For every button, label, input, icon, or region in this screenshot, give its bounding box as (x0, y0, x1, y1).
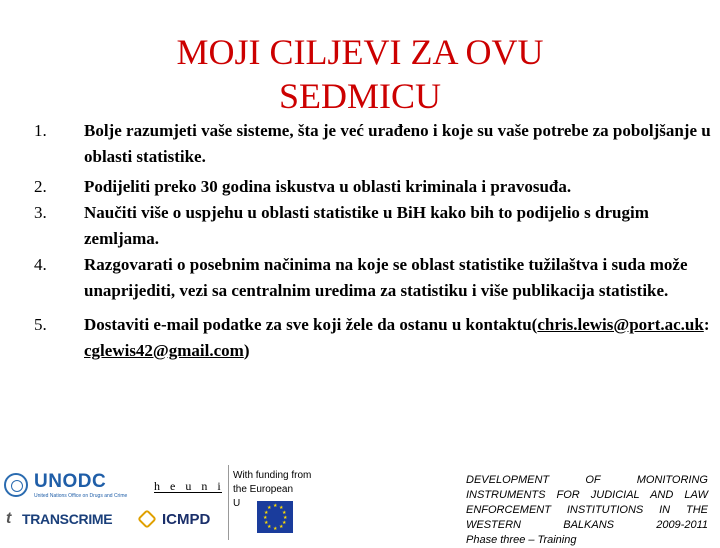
email-link-port[interactable]: chris.lewis@port.ac.uk (537, 315, 704, 334)
goal-number: 2. (34, 177, 47, 196)
funding-line-1: With funding from (233, 470, 312, 481)
project-line-4: WESTERN BALKANS 2009-2011 (466, 519, 708, 531)
unodc-wordmark: UNODC (34, 471, 107, 492)
icmpd-logo (138, 509, 228, 531)
goal-number: 4. (34, 255, 47, 274)
unodc-subtitle: United Nations Office on Drugs and Crime (34, 493, 128, 499)
goal-item-4 (34, 252, 714, 304)
unodc-logo (4, 471, 144, 501)
project-line-2: INSTRUMENTS FOR JUDICIAL AND LAW (466, 489, 708, 501)
page-title (0, 30, 720, 118)
funding-line-3: U (233, 498, 241, 509)
goal-text: Naučiti više o uspjehu u oblasti statistike u BiH kako bih to podijelio s drugim zemljama. (84, 203, 649, 248)
project-line-3: ENFORCEMENT INSTITUTIONS IN THE (466, 504, 708, 516)
goal-text: Razgovarati o posebnim načinima na koje se oblast statistike tužilaštva i suda može unaprijediti, vezi sa centralnim uredima za statistiku i više publikacija statistike. (84, 255, 688, 300)
eu-flag-icon: ★ ★ ★ ★ ★ ★ ★ ★ ★ ★ ★ ★ (257, 501, 293, 533)
project-line-1: DEVELOPMENT OF MONITORING (466, 474, 708, 486)
goal-number: 3. (34, 203, 47, 222)
goal-text: Bolje razumjeti vaše sisteme, šta je već urađeno i koje su vaše potrebe za poboljšanje u oblasti statistike. (84, 121, 711, 166)
goal-text: Dostaviti e-mail podatke za sve koji žele da ostanu u kontaktu( (84, 315, 538, 334)
funding-line-2: the European (233, 484, 294, 495)
email-separator: : (703, 315, 710, 334)
goals-list (34, 118, 714, 364)
goal-text: Podijeliti preko 30 godina iskustva u oblasti kriminala i pravosuđa. (84, 177, 572, 196)
transcrime-logo (6, 509, 113, 529)
icmpd-wordmark: ICMPD (162, 511, 211, 528)
title-line-2: SEDMICU (278, 76, 442, 116)
footer-logos (0, 465, 720, 546)
goal-number: 1. (34, 121, 47, 140)
transcrime-mark-icon: t (6, 510, 12, 527)
un-globe-icon (4, 473, 28, 497)
project-phase: Phase three – Training (466, 534, 577, 546)
title-line-1: MOJI CILJEVI ZA OVU (176, 32, 544, 72)
heuni-logo: heuni (154, 479, 231, 493)
eu-funding (228, 465, 321, 540)
goal-item-3 (34, 200, 714, 252)
goal-item-2 (34, 174, 714, 200)
email-link-gmail[interactable]: cglewis42@gmail.com (84, 341, 244, 360)
goal-text-end: ) (243, 341, 250, 360)
project-description (466, 473, 708, 548)
goal-item-5 (34, 312, 714, 364)
goal-number: 5. (34, 315, 47, 334)
transcrime-wordmark: TRANSCRIME (22, 511, 113, 527)
goal-item-1 (34, 118, 714, 170)
icmpd-mark-icon (137, 509, 157, 529)
